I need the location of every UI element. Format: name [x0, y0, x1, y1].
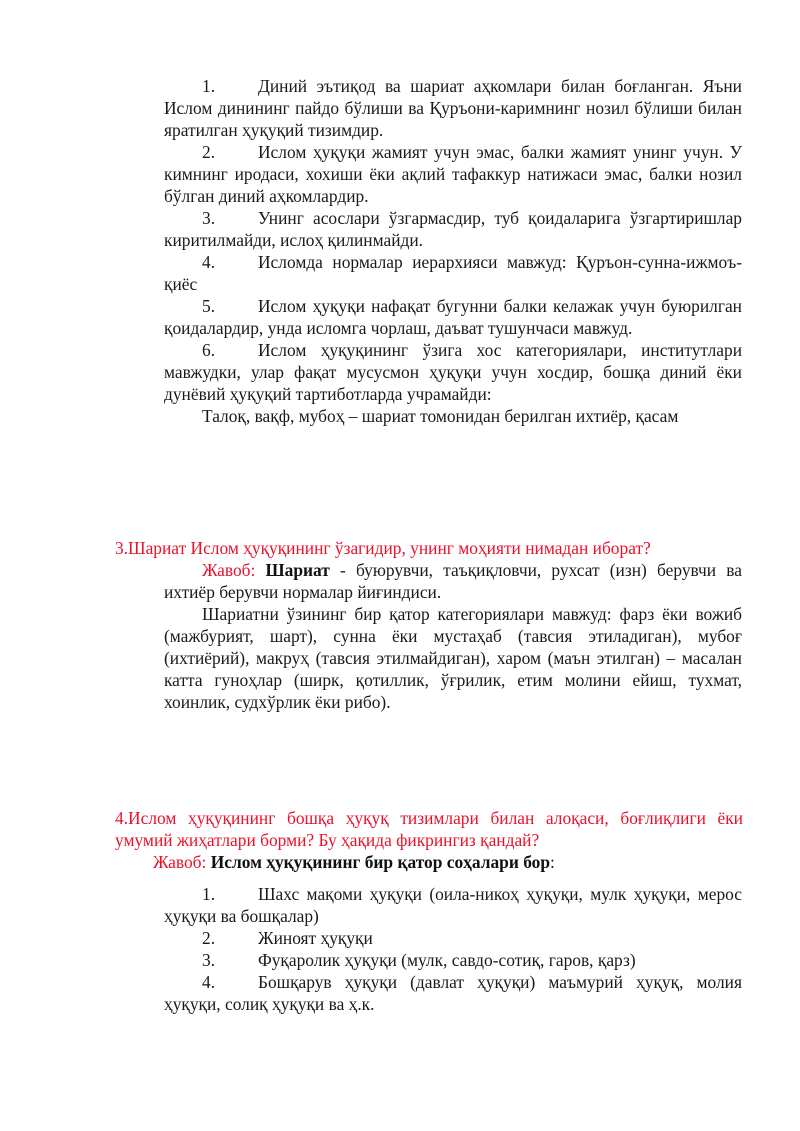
list-item: 3. Фуқаролик ҳуқуқи (мулк, савдо-сотиқ, гаров, қарз) [202, 950, 636, 970]
note-line: Талоқ, вақф, мубоҳ – шариат томонидан берилган ихтиёр, қасам [202, 406, 679, 426]
answer-4-list [164, 883, 742, 1015]
answer-4-lead: Жавоб: Ислом ҳуқуқининг бир қатор соҳалари бор: [153, 852, 555, 872]
question-3: 3.Шариат Ислом ҳуқуқининг ўзагидир, унинг моҳияти нимадан иборат? [115, 538, 651, 558]
list-item: 6. Ислом ҳуқуқининг ўзига хос категориялари, институтлари мавжудки, улар фақат мусусмон ҳуқуқи учун хосдир, бошқа диний ёки дунёвий ҳуқуқий тартиботларда учрамайди: [164, 340, 742, 404]
question-4: 4.Ислом ҳуқуқининг бошқа ҳуқуқ тизимлари билан алоқаси, боғлиқлиги ёки умумий жиҳатлари борми? Бу ҳақида фикрингиз қандай? [115, 808, 743, 850]
list-item: 1. Шахс мақоми ҳуқуқи (оила-никоҳ ҳуқуқи, мулк ҳуқуқи, мерос ҳуқуқи ва бошқалар) [164, 884, 742, 926]
answer-bold: Ислом ҳуқуқининг бир қатор соҳалари бор [210, 852, 551, 872]
list-item: 4. Бошқарув ҳуқуқи (давлат ҳуқуқи) маъмурий ҳуқуқ, молия ҳуқуқи, солиқ ҳуқуқи ва ҳ.к. [164, 972, 742, 1014]
answer-term: Шариат [265, 560, 330, 580]
answer-label: Жавоб: [153, 852, 207, 872]
answer-3-lead: Жавоб: Шариат - буюрувчи, таъқиқловчи, рухсат (изн) берувчи ва ихтиёр берувчи нормалар йиғиндиси. [164, 560, 743, 602]
list-item: 3. Унинг асослари ўзгармасдир, туб қоидаларига ўзгартиришлар киритилмайди, ислоҳ қилинмайди. [164, 208, 742, 250]
answer-3-paragraph: Шариатни ўзининг бир қатор категориялари мавжуд: фарз ёки вожиб (мажбурият, шарт), сунна ёки мустаҳаб (тавсия этиладиган), мубоғ (ихтиёрий), макруҳ (тавсия этилмайдиган), харом (маън этилган) – масалан катта гуноҳлар (ширк, қотиллик, ўғрилик, етим молини ейиш, тухмат, хоинлик, судхўрлик ёки рибо). [164, 604, 742, 712]
list-item: 2. Ислом ҳуқуқи жамият учун эмас, балки жамият унинг учун. У кимнинг иродаси, хохиши ёки ақлий тафаккур натижаси эмас, балки нозил бўлган диний аҳкомлардир. [164, 142, 742, 206]
section1-list [164, 75, 742, 427]
answer-3 [164, 559, 742, 713]
list-item: 1. Диний эътиқод ва шариат аҳкомлари билан боғланган. Яъни Ислом динининг пайдо бўлиши ва Қуръони-каримнинг нозил бўлиши билан яратилган ҳуқуқий тизимдир. [164, 76, 742, 140]
list-item: 2. Жиноят ҳуқуқи [202, 928, 373, 948]
list-item: 5. Ислом ҳуқуқи нафақат бугунни балки келажак учун буюрилган қоидалардир, унда исломга чорлаш, даъват тушунчаси мавжуд. [164, 296, 742, 338]
list-item: 4. Исломда нормалар иерархияси мавжуд: Қуръон-сунна-ижмоъ-қиёс [164, 252, 742, 294]
answer-label: Жавоб: [202, 560, 256, 580]
